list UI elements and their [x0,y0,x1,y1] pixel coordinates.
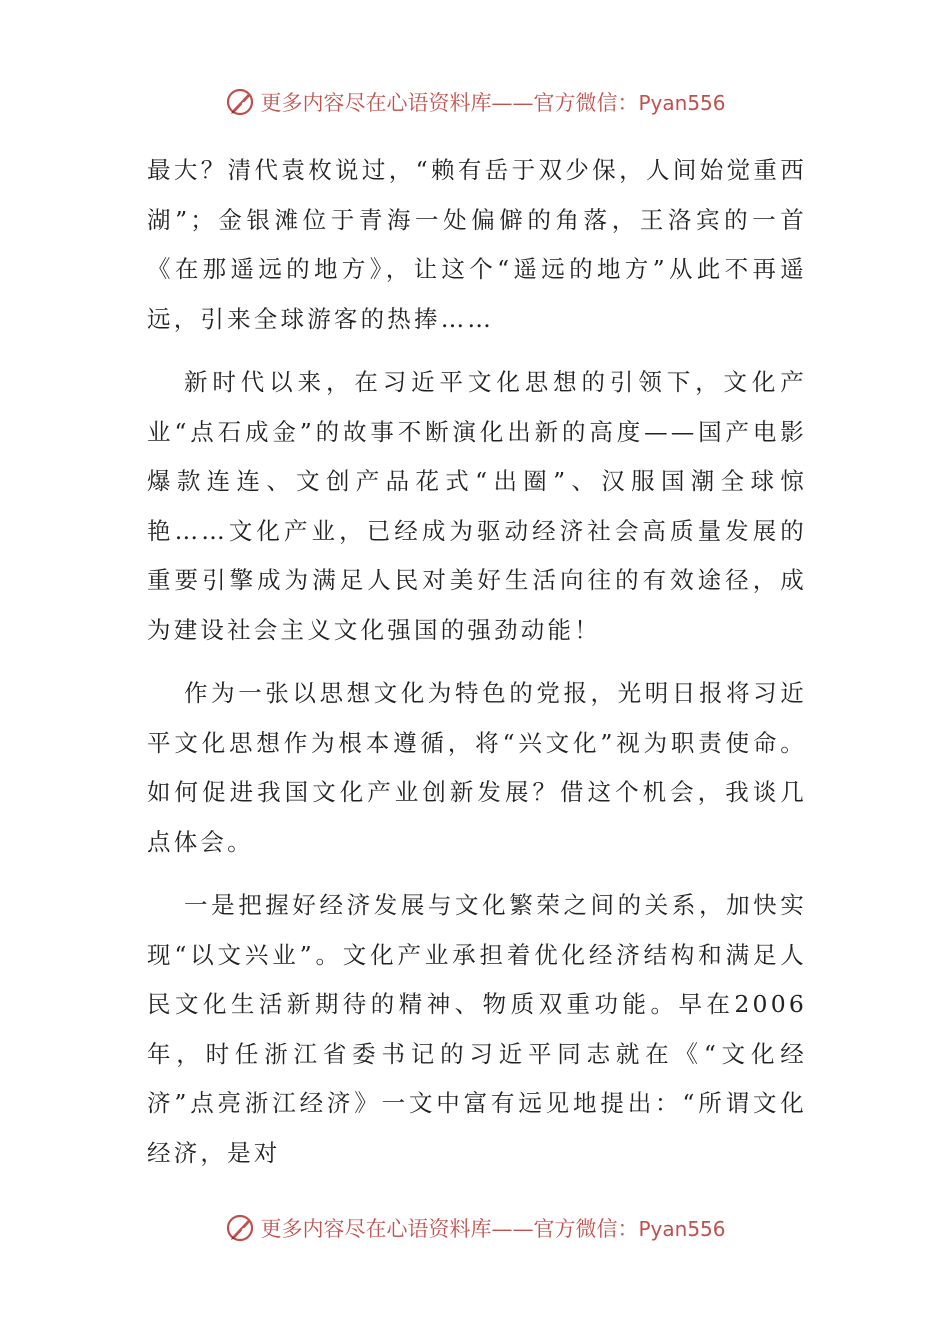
paragraph-4: 一是把握好经济发展与文化繁荣之间的关系，加快实现“以文兴业”。文化产业承担着优化经济结构和满足人民文化生活新期待的精神、物质双重功能。早在2006年，时任浙江省委书记的习近平同志就在《“文化经济”点亮浙江经济》一文中富有远见地提出：“所谓文化经济，是对 [147,891,807,1167]
paragraph-1: 最大？清代袁枚说过，“赖有岳于双少保，人间始觉重西湖”；金银滩位于青海一处偏僻的角落，王洛宾的一首《在那遥远的地方》，让这个“遥远的地方”从此不再遥远，引来全球游客的热捧…… [147,156,807,333]
footer-banner [0,1208,950,1248]
header-text [260,87,725,117]
document-body [147,146,807,1192]
footer-text [260,1213,725,1243]
footer-brand: 更多内容尽在心语资料库 [260,1217,492,1241]
header-brand: 更多内容尽在心语资料库 [260,91,492,115]
header-wechat-id: Pyan556 [638,91,726,115]
paragraph-2: 新时代以来，在习近平文化思想的引领下，文化产业“点石成金”的故事不断演化出新的高度——国产电影爆款连连、文创产品花式“出圈”、汉服国潮全球惊艳……文化产业，已经成为驱动经济社会高质量发展的重要引擎成为满足人民对美好生活向往的有效途径，成为建设社会主义文化强国的强劲动能！ [147,368,807,644]
footer-dash: —— [491,1217,534,1241]
header-banner [0,82,950,122]
footer-wechat-label: 官方微信： [533,1217,639,1241]
header-wechat-label: 官方微信： [533,91,639,115]
pen-logo-icon [224,86,256,118]
pen-logo-icon [224,1212,256,1244]
header-dash: —— [491,91,534,115]
paragraph-3: 作为一张以思想文化为特色的党报，光明日报将习近平文化思想作为根本遵循，将“兴文化”视为职责使命。如何促进我国文化产业创新发展？借这个机会，我谈几点体会。 [147,679,807,856]
footer-wechat-id: Pyan556 [638,1217,726,1241]
